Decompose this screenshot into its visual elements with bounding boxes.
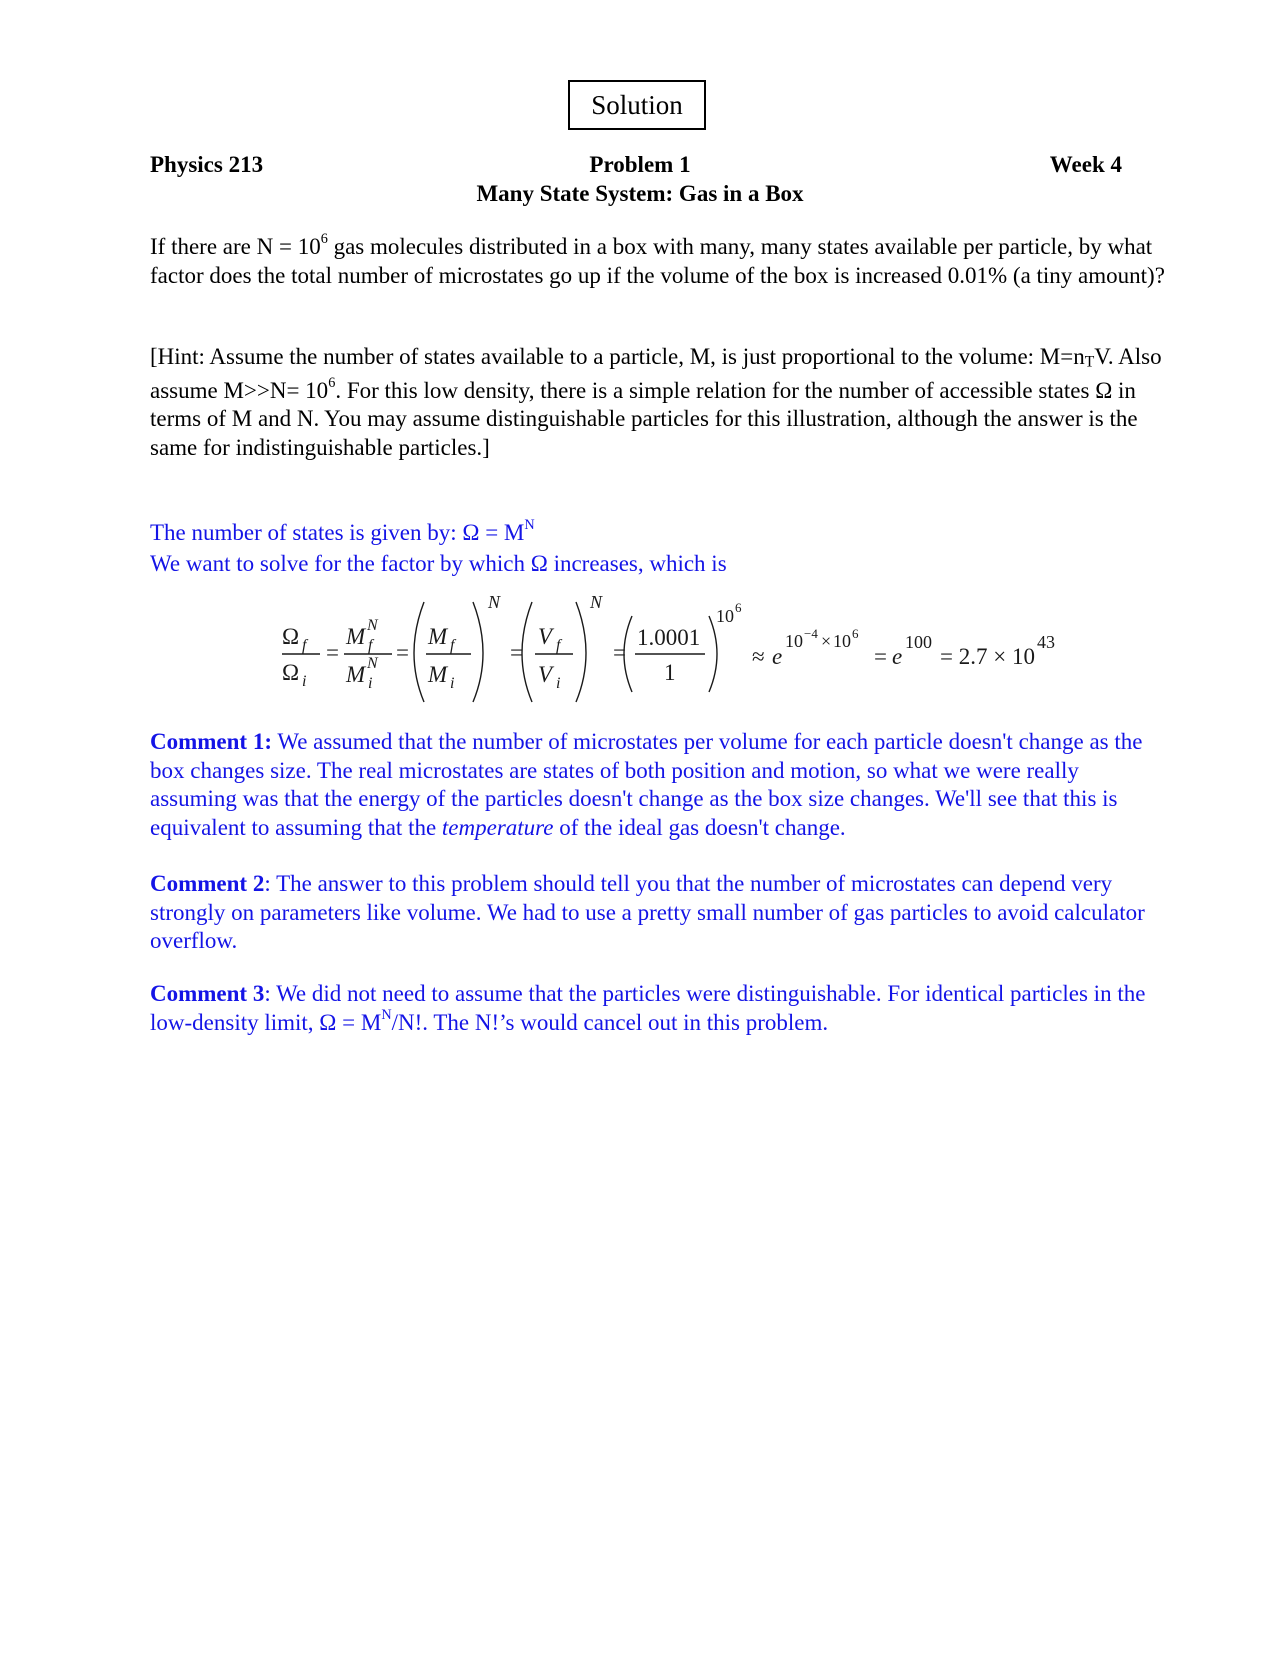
paren-left-v — [522, 602, 532, 702]
solution-label-box — [568, 80, 706, 130]
m-i-power-sub: i — [368, 675, 373, 692]
final-exponent: 43 — [1037, 632, 1055, 652]
comment-2-label: Comment 2 — [150, 871, 265, 896]
solution-line-2: We want to solve for the factor by which Ω increases, which is — [150, 551, 727, 576]
final-result: = 2.7 × 10 — [940, 644, 1035, 669]
ratio-equation — [280, 592, 1060, 704]
m-i-power: M — [346, 662, 366, 687]
solution-label: Solution — [591, 90, 683, 120]
solution-line-1-text: The number of states is given by: Ω = M — [150, 520, 525, 545]
hint-text-b: V. Also assume M>>N= 10 — [150, 344, 1162, 403]
m-f-power-sub: f — [368, 637, 373, 654]
m-i-sub: i — [450, 675, 455, 692]
comment-1-emphasis: temperature — [441, 814, 554, 840]
solution-line-1-exponent: N — [524, 517, 535, 534]
hint-subscript: T — [1084, 353, 1095, 371]
hint-text-c: . For this low density, there is a simple relation for the number of accessible states Ω in terms of M and N. You may assume distinguishable particles for this illustration, although the answer is the same for indistinguishable particles.] — [150, 377, 1138, 460]
paren-right-number — [709, 616, 717, 692]
comment-3 — [150, 980, 1165, 1037]
comment-3-label: Comment 3 — [150, 981, 265, 1006]
comment-1 — [150, 728, 1170, 842]
solution-intro — [150, 519, 1165, 581]
hint-exponent: 6 — [328, 375, 336, 392]
big-exp-power: 6 — [735, 600, 742, 615]
e-exp-100: 100 — [905, 632, 932, 652]
week-label: Week 4 — [1049, 152, 1122, 177]
m-f-power: M — [346, 624, 366, 649]
fraction-denominator: 1 — [664, 660, 676, 685]
e-exp-ten-a: 10 — [785, 631, 803, 651]
m-i-power-exp: N — [367, 655, 378, 672]
eq-sign-4: = — [613, 640, 626, 665]
v-ratio-exp: N — [590, 592, 603, 612]
comment-3-text-a: : We did not need to assume that the particles were distinguishable. For identical particles in the low-density limit, Ω = M — [150, 981, 1146, 1035]
question-text-end: gas molecules distributed in a box with many, many states available per particle, by what factor does the total number of microstates go up if the volume of the box is increased 0.01% (a tiny amount)? — [150, 234, 1165, 288]
comment-1-text-b: of the ideal gas doesn't change. — [553, 814, 846, 840]
hint-text-a: [Hint: Assume the number of states available to a particle, M, is just proportional to the volume: M=n — [150, 344, 1085, 369]
m-i: M — [428, 662, 448, 687]
e-exp-six: 6 — [852, 626, 859, 641]
problem-subtitle: Many State System: Gas in a Box — [476, 181, 804, 206]
comment-2 — [150, 870, 1165, 956]
paren-right-v — [576, 602, 586, 702]
big-exp-base: 10 — [716, 606, 734, 626]
eq-sign-2: = — [396, 640, 409, 665]
comment-1-label: Comment 1: — [150, 729, 272, 754]
question-exponent: 6 — [320, 231, 328, 248]
comment-2-text: : The answer to this problem should tell you that the number of microstates can depend very strongly on parameters like volume. We had to use a pretty small number of gas particles to avoid calculator overflow. — [150, 871, 1145, 953]
paren-left-m — [414, 602, 424, 702]
eq-sign-3: = — [510, 640, 523, 665]
approx-sign: ≈ — [752, 644, 765, 669]
m-f-power-exp: N — [367, 617, 378, 634]
fraction-numerator: 1.0001 — [637, 625, 701, 650]
v-i: V — [538, 662, 553, 687]
e-exp-times: × — [821, 631, 832, 651]
hint-paragraph — [150, 343, 1165, 462]
omega-f: Ω — [282, 624, 300, 649]
comment-1-text-a: We assumed that the number of microstates per volume for each particle doesn't change as the box changes size. The real microstates are states of both position and motion, so what we were really assuming was that the energy of the particles doesn't change as the box size changes. We'll see that this is equivalent to assuming that the — [150, 729, 1143, 840]
question-text-start: If there are N = 10 — [150, 234, 321, 259]
v-i-sub: i — [556, 675, 561, 692]
omega-i-sub: i — [302, 673, 307, 690]
solution-line-1 — [150, 519, 1165, 550]
problem-number: Problem 1 — [589, 152, 691, 177]
v-f-sub: f — [556, 637, 561, 654]
m-ratio-exp: N — [488, 592, 501, 612]
comment-3-exponent: N — [381, 1006, 392, 1023]
question-paragraph — [150, 233, 1165, 290]
paren-right-m — [473, 602, 483, 702]
m-f: M — [428, 624, 448, 649]
omega-f-sub: f — [302, 637, 307, 654]
equation-graphic — [280, 592, 1060, 704]
e-exp-neg4: −4 — [804, 626, 818, 641]
m-f-sub: f — [450, 637, 455, 654]
v-f: V — [538, 624, 553, 649]
eq-sign-5: = — [874, 644, 887, 669]
comment-3-text-b: /N!. The N!’s would cancel out in this problem. — [391, 1009, 829, 1035]
e-base-1: e — [772, 644, 783, 669]
e-base-2: e — [892, 644, 903, 669]
e-exp-ten-b: 10 — [833, 631, 851, 651]
omega-i: Ω — [282, 660, 300, 685]
eq-sign-1: = — [326, 640, 339, 665]
course-title: Physics 213 — [150, 152, 264, 177]
